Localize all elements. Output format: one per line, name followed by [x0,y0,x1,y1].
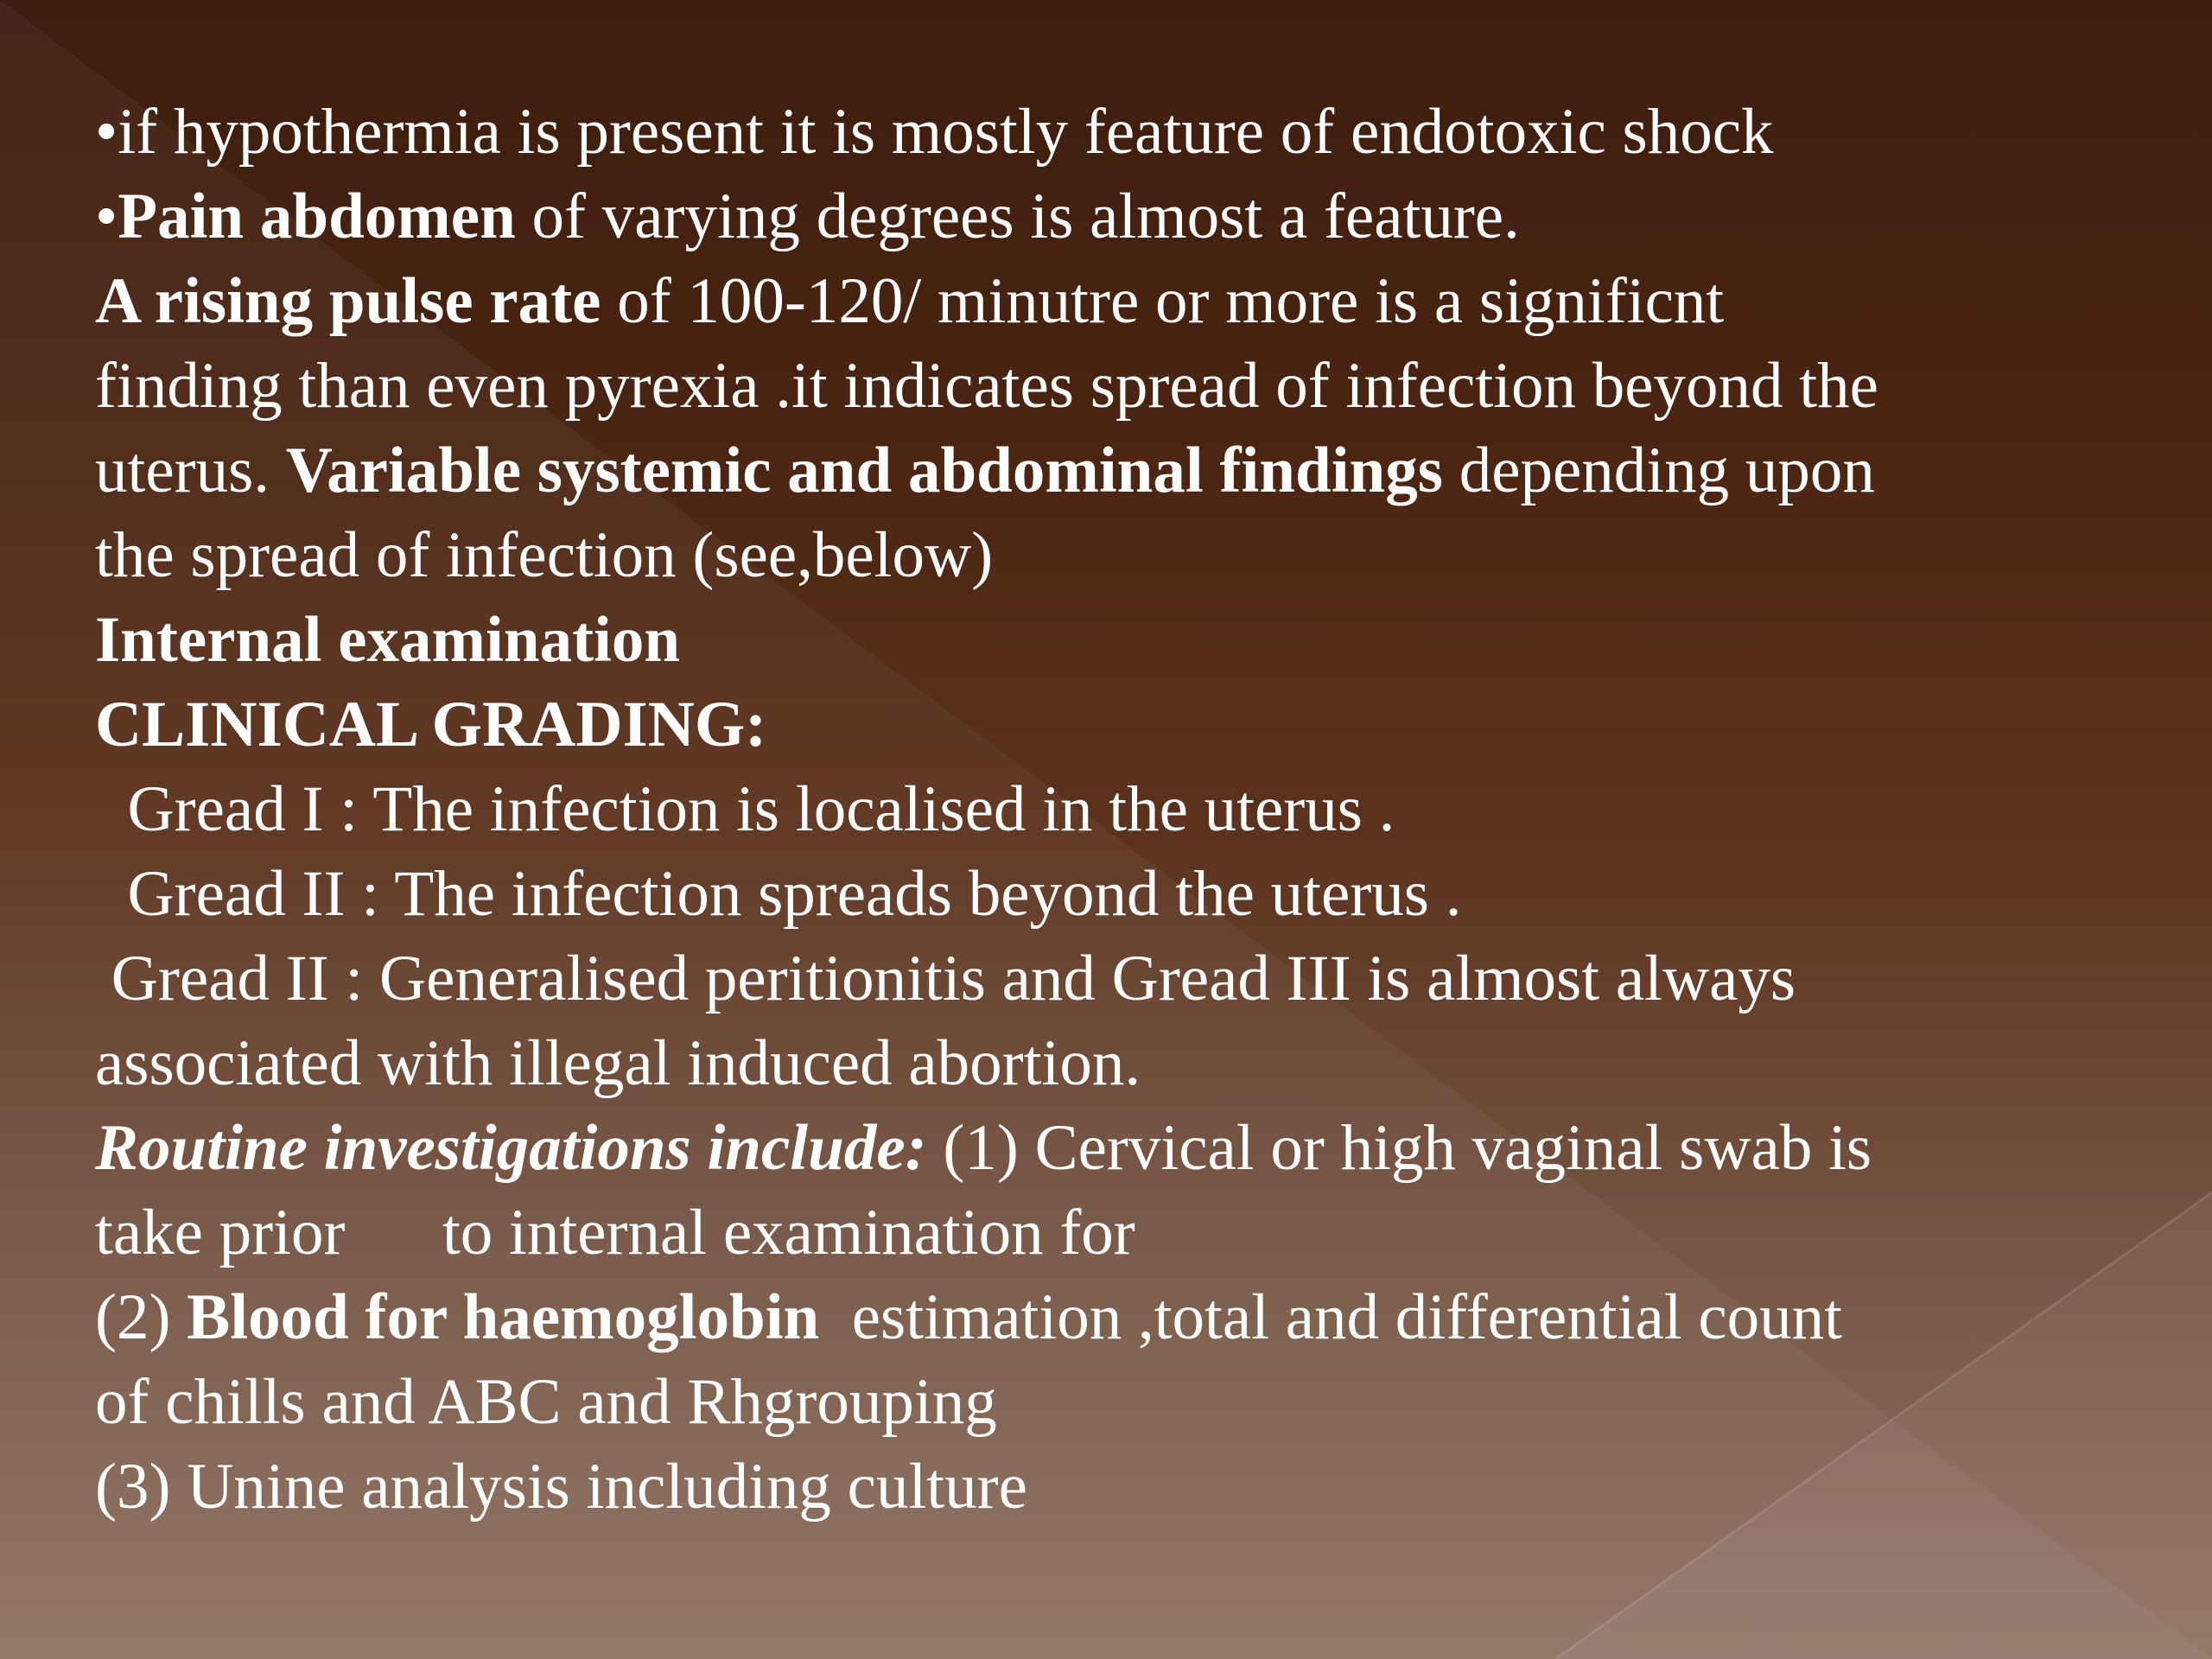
text-segment: (3) Unine analysis including culture [95,1451,1027,1522]
text-segment: (2) [95,1281,188,1353]
text-line [95,767,2117,852]
text-segment: finding than even pyrexia .it indicates spread of infection beyond the [95,350,1878,422]
text-line [95,344,2117,429]
text-segment: of 100-120/ minutre or more is a significnt [601,265,1725,337]
text-line [95,598,2117,683]
text-line [95,175,2117,259]
text-line [95,1106,2117,1191]
text-line [95,259,2117,344]
emphasis-text-segment: A rising pulse rate [95,265,601,337]
emphasis-text-segment: CLINICAL GRADING: [95,689,767,760]
emphasis-text-segment: Variable systemic and abdominal findings [285,435,1443,506]
text-segment: Gread I : The infection is localised in the uterus . [95,773,1395,845]
emphasis-text-segment: Internal examination [95,604,681,676]
text-segment: estimation ,total and differential count [819,1281,1842,1353]
text-segment: • [95,181,118,252]
text-segment: the spread of infection (see,below) [95,519,994,591]
text-line [95,937,2117,1021]
text-line [95,429,2117,513]
text-segment: Gread II : The infection spreads beyond the uterus . [95,858,1462,930]
text-line [95,90,2117,175]
text-segment: take prior to internal examination for [95,1197,1135,1268]
text-line [95,683,2117,767]
emphasis-text-segment: Pain abdomen [118,181,516,252]
emphasis-text-segment: Blood for haemoglobin [187,1281,820,1353]
text-segment: Gread II : Generalised peritionitis and Gread III is almost always [95,943,1796,1014]
text-segment: of varying degrees is almost a feature. [515,181,1520,252]
text-segment: of chills and ABC and Rhgrouping [95,1366,997,1438]
text-line [95,1275,2117,1360]
text-segment: (1) Cervical or high vaginal swab is [926,1112,1872,1184]
text-segment: •if hypothermia is present it is mostly feature of endotoxic shock [95,96,1774,168]
text-line [95,1191,2117,1275]
text-line [95,1021,2117,1106]
slide-body-text [95,90,2117,1529]
text-line [95,1360,2117,1445]
text-segment: uterus. [95,435,286,506]
text-line [95,1445,2117,1529]
text-line [95,852,2117,937]
text-segment: depending upon [1442,435,1875,506]
emphasis-text-segment: Routine investigations include: [95,1112,927,1184]
text-segment: associated with illegal induced abortion. [95,1027,1141,1099]
text-line [95,513,2117,598]
